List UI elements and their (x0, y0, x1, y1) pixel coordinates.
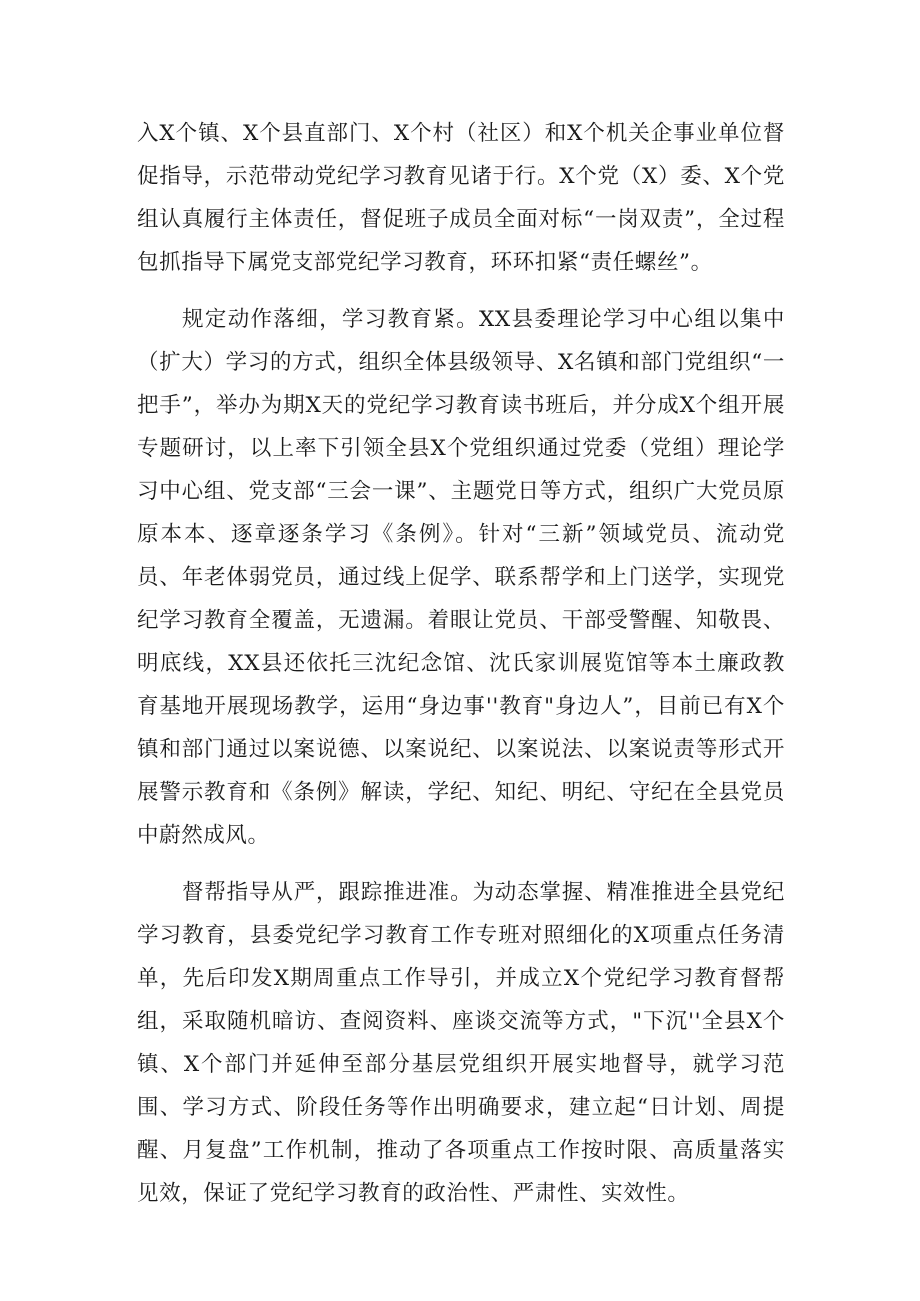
paragraph-1: 入X个镇、X个县直部门、X个村（社区）和X个机关企事业单位督促指导，示范带动党纪学习教育见诸于行。X个党（X）委、X个党组认真履行主体责任，督促班子成员全面对标“一岗双责”，全过程包抓指导下属党支部党纪学习教育，环环扣紧“责任螺丝”。 (137, 121, 785, 275)
document-body (137, 112, 785, 1215)
paragraph-2: 规定动作落细，学习教育紧。XX县委理论学习中心组以集中（扩大）学习的方式，组织全体县级领导、X名镇和部门党组织“一把手”，举办为期X天的党纪学习教育读书班后，并分成X个组开展专题研讨，以上率下引领全县X个党组织通过党委（党组）理论学习中心组、党支部“三会一课”、主题党日等方式，组织广大党员原原本本、逐章逐条学习《条例》。针对“三新”领域党员、流动党员、年老体弱党员，通过线上促学、联系帮学和上门送学，实现党纪学习教育全覆盖，无遗漏。着眼让党员、干部受警醒、知敬畏、明底线，XX县还依托三沈纪念馆、沈氏家训展览馆等本土廉政教育基地开展现场教学，运用“身边事''教育"身边人”，目前已有X个镇和部门通过以案说德、以案说纪、以案说法、以案说责等形式开展警示教育和《条例》解读，学纪、知纪、明纪、守纪在全县党员中蔚然成风。 (137, 307, 785, 848)
paragraph-3: 督帮指导从严，跟踪推进准。为动态掌握、精准推进全县党纪学习教育，县委党纪学习教育工作专班对照细化的X项重点任务清单，先后印发X期周重点工作导引，并成立X个党纪学习教育督帮组，采取随机暗访、查阅资料、座谈交流等方式，"下沉''全县X个镇、X个部门并延伸至部分基层党组织开展实地督导，就学习范围、学习方式、阶段任务等作出明确要求，建立起“日计划、周提醒、月复盘”工作机制，推动了各项重点工作按时限、高质量落实见效，保证了党纪学习教育的政治性、严肃性、实效性。 (137, 880, 785, 1206)
